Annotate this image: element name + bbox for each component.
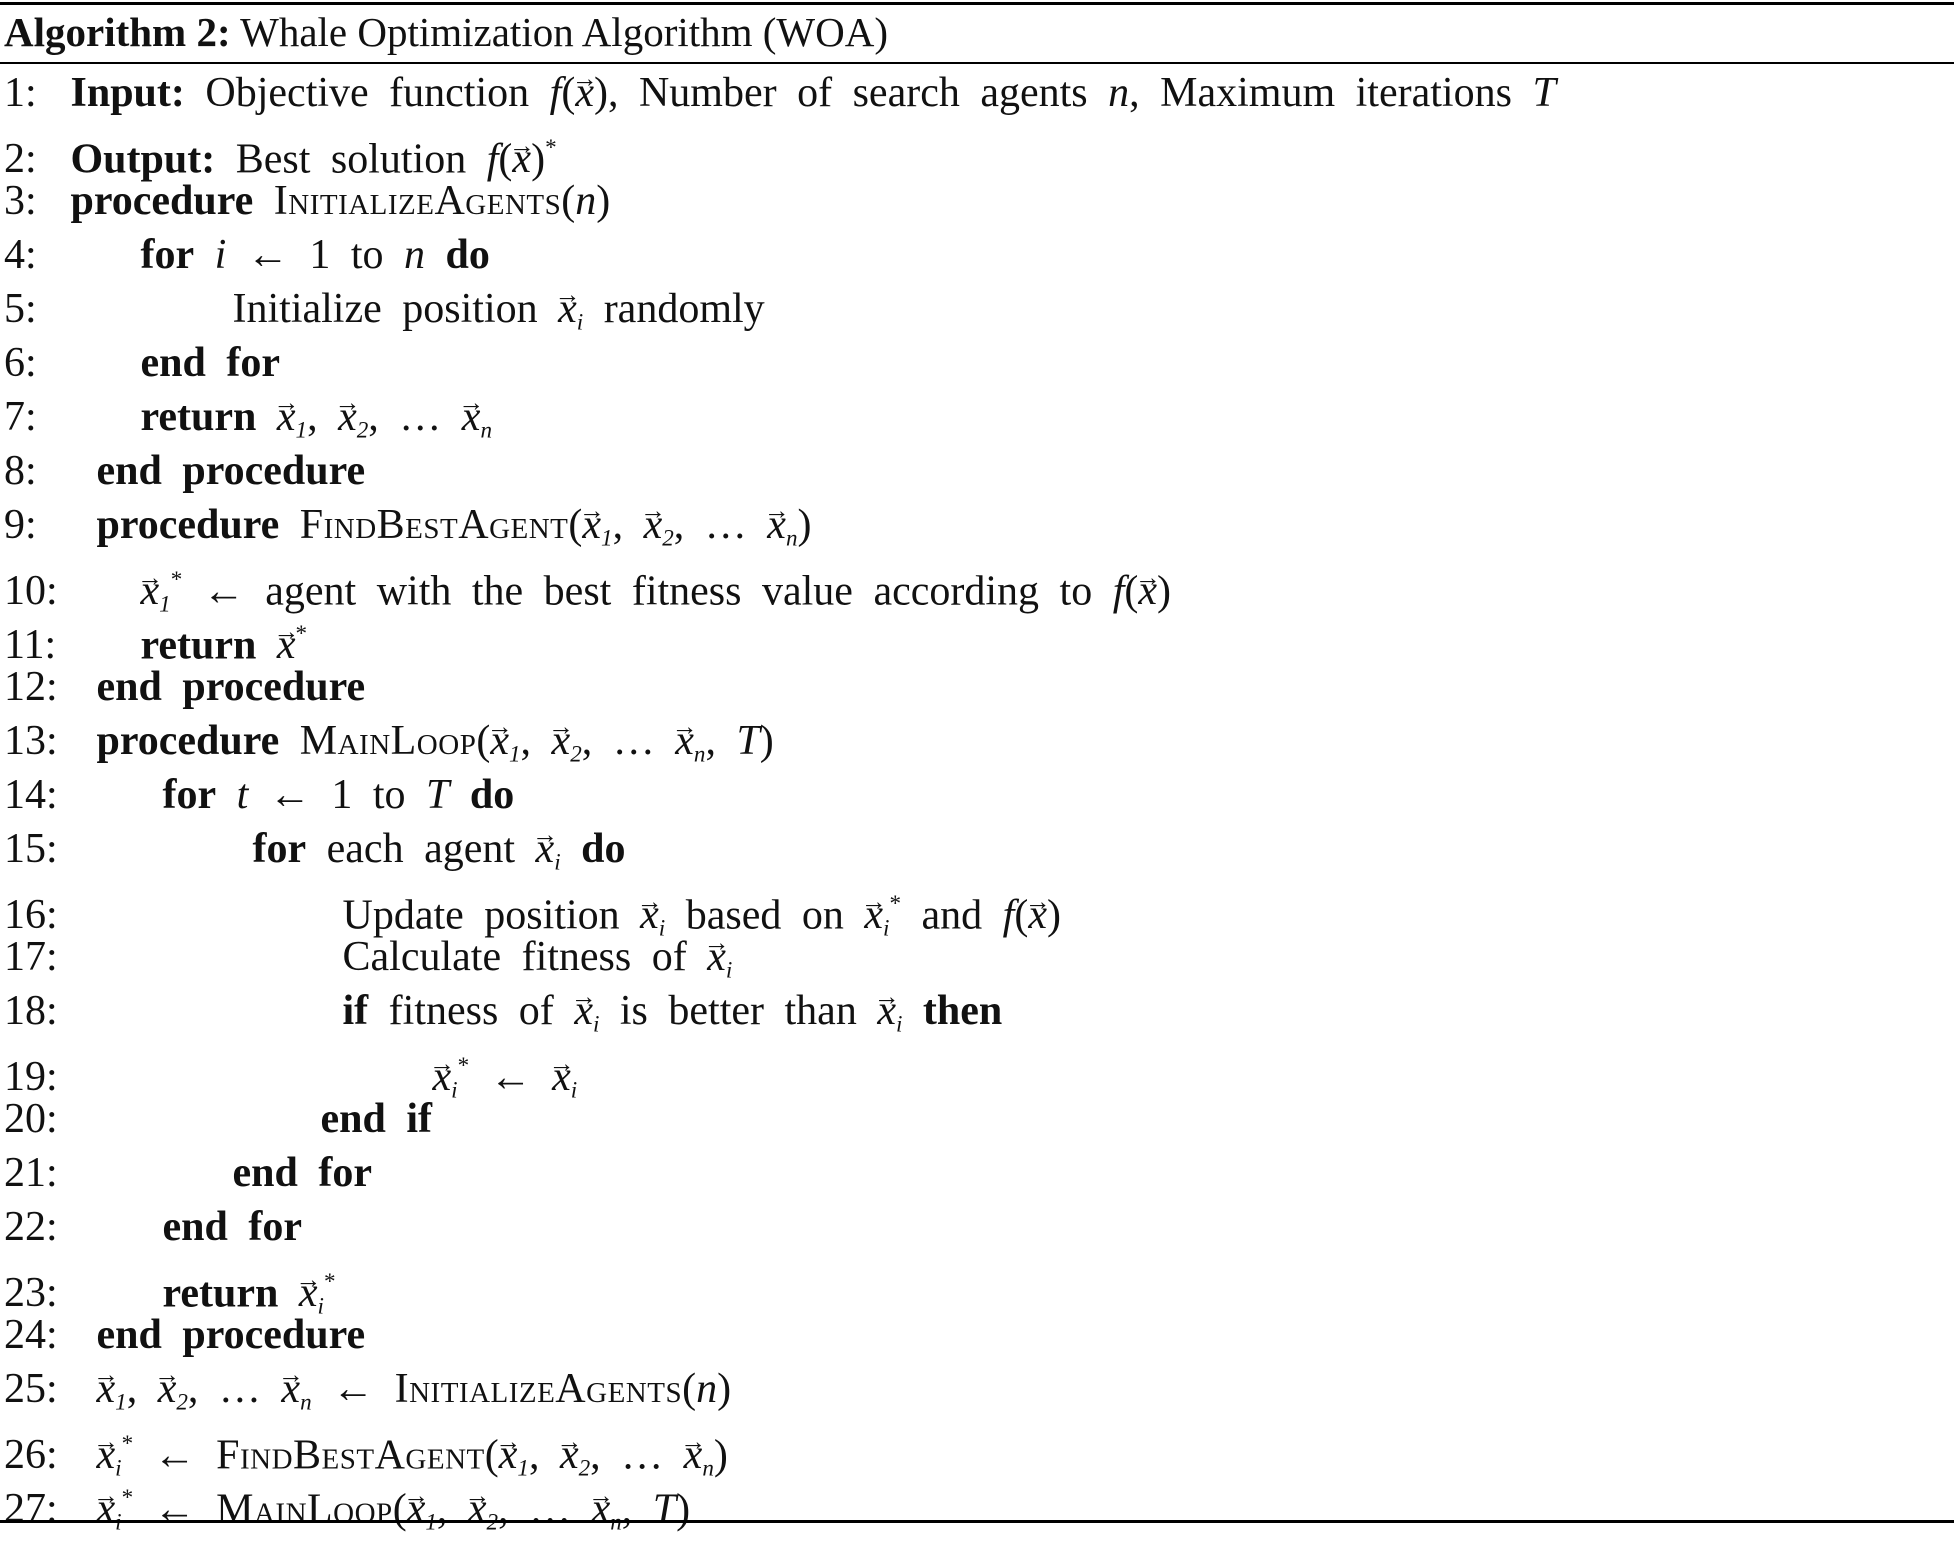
line-number: 21: (4, 1150, 58, 1196)
algo-line-8: 8: end procedure (4, 444, 365, 498)
line-number: 23: (4, 1270, 58, 1317)
algo-line-13: 13: procedure MainLoop(→ $x_1$, → $x_2$, … → $x_n$, T) (4, 714, 774, 768)
algo-line-27: 27: → $x_i^*$ ← MainLoop(→ $x_1$, → $x_2$, … → $x_n$, T) (4, 1470, 690, 1524)
algo-line-15: 15: for each agent → $x_i$ do (4, 822, 625, 876)
algorithm-caption (4, 4, 888, 60)
line-number: 4: (4, 232, 37, 278)
proc-main-loop: MainLoop (299, 718, 477, 764)
output-keyword: Output: (70, 136, 216, 183)
caption-title: Whale Optimization Algorithm (WOA) (240, 9, 888, 55)
algo-line-16: 16: Update position → $x_i$ based on → $x_i^*$ and f(→ x) (4, 876, 1061, 930)
algo-line-7: 7: return → $x_1$, → $x_2$, … → $x_n$ (4, 390, 492, 444)
x-vector: → x (512, 132, 531, 186)
algo-line-19: 19: → $x_i^*$ ← → $x_i$ (4, 1038, 577, 1092)
x-vector: → x (575, 66, 594, 120)
line-number: 17: (4, 934, 58, 980)
algo-line-24: 24: end procedure (4, 1308, 365, 1362)
algo-line-2: 2: Output: Best solution f(→ x)* (4, 120, 557, 174)
algo-line-1: 1: Input: Objective function f(→ x), Number of search agents n, Maximum iterations T (4, 66, 1556, 120)
line-number: 12: (4, 664, 58, 710)
algo-line-6: 6: end for (4, 336, 280, 390)
line-number: 10: (4, 568, 58, 615)
objective-text: Objective function (205, 70, 530, 116)
algo-line-3: 3: procedure InitializeAgents(n) (4, 174, 610, 228)
line-number: 3: (4, 178, 37, 224)
proc-initialize-agents: InitializeAgents (273, 178, 562, 224)
line-number: 14: (4, 772, 58, 818)
line-number: 2: (4, 136, 37, 183)
bottom-rule (0, 1520, 1954, 1523)
line-number: 16: (4, 892, 58, 939)
algo-line-26: 26: → $x_i^*$ ← FindBestAgent(→ $x_1$, → $x_2$, … → $x_n$) (4, 1416, 728, 1470)
line-number: 5: (4, 286, 37, 332)
algo-line-20: 20: end if (4, 1092, 432, 1146)
line-number: 18: (4, 988, 58, 1034)
line-number: 13: (4, 718, 58, 764)
line-number: 22: (4, 1204, 58, 1250)
agents-text: Number of search agents (638, 70, 1088, 116)
line-number: 9: (4, 502, 37, 548)
algo-line-25: 25: → $x_1$, → $x_2$, … → $x_n$ ← InitializeAgents(n) (4, 1362, 731, 1416)
line-number: 25: (4, 1366, 58, 1412)
algo-line-12: 12: end procedure (4, 660, 365, 714)
line-number: 7: (4, 394, 37, 440)
algo-line-10: 10: → $x_1^*$ ← agent with the best fitness value according to f(→ x) (4, 552, 1171, 606)
input-keyword: Input: (70, 70, 185, 116)
algo-line-22: 22: end for (4, 1200, 302, 1254)
algo-line-14: 14: for t ← 1 to T do (4, 768, 514, 822)
proc-find-best-agent: FindBestAgent (299, 502, 569, 548)
algo-line-4: 4: for i ← 1 to n do (4, 228, 490, 282)
line-number: 26: (4, 1432, 58, 1479)
algo-line-23: 23: return → $x_i^*$ (4, 1254, 336, 1308)
line-number: 11: (4, 622, 57, 669)
line-number: 8: (4, 448, 37, 494)
algo-line-18: 18: if fitness of → $x_i$ is better than → $x_i$ then (4, 984, 1002, 1038)
caption-rule (0, 62, 1954, 64)
algo-line-9: 9: procedure FindBestAgent(→ $x_1$, → $x_2$, … → $x_n$) (4, 498, 812, 552)
caption-label: Algorithm 2: (4, 9, 231, 55)
line-number: 20: (4, 1096, 58, 1142)
line-number: 6: (4, 340, 37, 386)
algo-line-17: 17: Calculate fitness of → $x_i$ (4, 930, 732, 984)
algo-line-21: 21: end for (4, 1146, 372, 1200)
line-number: 24: (4, 1312, 58, 1358)
algo-line-5: 5: Initialize position → $x_i$ randomly (4, 282, 765, 336)
line-number: 1: (4, 70, 37, 116)
line-number: 19: (4, 1054, 58, 1101)
iterations-text: Maximum iterations (1160, 70, 1512, 116)
line-number: 15: (4, 826, 58, 872)
line-number: 27: (4, 1486, 58, 1533)
algo-line-11: 11: return → x* (4, 606, 307, 660)
